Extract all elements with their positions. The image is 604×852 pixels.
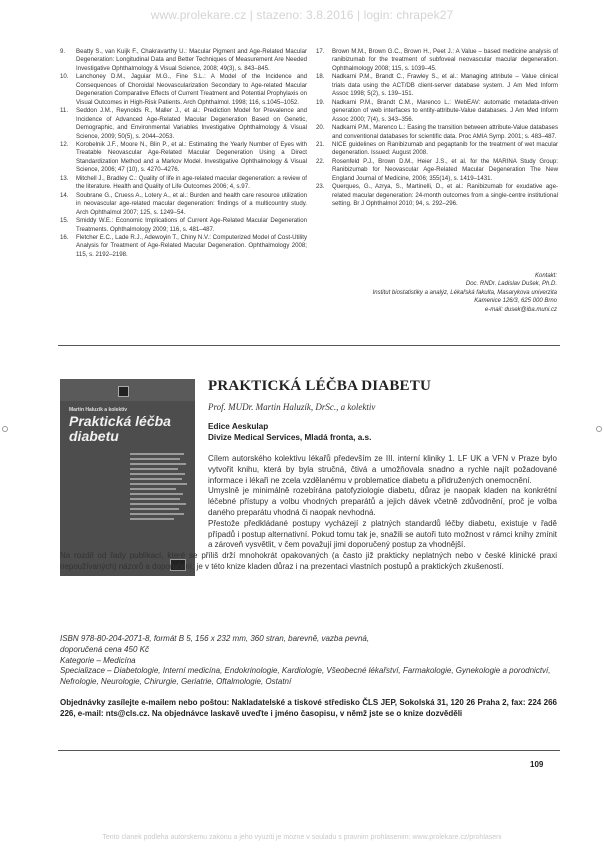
book-series: Edice Aeskulap <box>208 422 269 431</box>
reference-text: Seddon J.M., Reynolds R., Maller J., et al.: Prediction Model for Prevalence and Incidence of Advanced Age-Related Macular Degeneration Based on Genetic, Demographic, and Environmental Variables Investigative Ophthalmology & Visual Science, 2009; 50(5), s. 2044–2053. <box>76 107 307 140</box>
reference-item <box>60 175 307 192</box>
reference-text: Rosenfeld P.J., Brown D.M., Heier J.S., et al. for the MARINA Study Group: Ranibizumab for Neovascular Age-Related Macular Degeneration The New England Journal of Medicine, 2006; 355(14), s. 1419–1431. <box>332 157 558 182</box>
description-paragraph: Umyslně je minimálně rozebírána patofyziologie diabetu, důraz je naopak kladen na konkrétní léčebné přístupy a volbu vhodných preparátů a jejich dávek včetně zdůvodnění, proč je volba daného preparátu vhodná či naopak nevhodná. <box>208 486 557 517</box>
cover-title: Praktická léčba diabetu <box>69 413 171 444</box>
reference-text: Smiddy W.E.: Economic Implications of Current Age-Related Macular Degeneration Treatments. Ophthalmology 2009; 116, s. 481–487. <box>76 217 307 233</box>
reference-number: 22. <box>316 157 325 165</box>
contact-heading: Kontakt: <box>534 273 557 279</box>
reference-text: Nadkarni P.M., Brandt C.M., Marenco L.: WebEAV: automatic metadata-driven generation of web interfaces to entity-attribute-Value databases. J Am Med Inform Assoc 2000; 7(4), s. 343–356. <box>332 98 558 123</box>
reference-number: 11. <box>60 107 69 115</box>
section-divider-bottom <box>58 750 560 751</box>
reference-item <box>316 158 558 183</box>
page-number: 109 <box>530 760 544 769</box>
reference-item <box>316 124 558 141</box>
reference-number: 12. <box>60 140 69 148</box>
watermark-bottom: Tento clanek podleha autorskemu zakonu a jeho vyuziti je mozne v souladu s pravnim prohlasenim: www.prolekare.cz/prohlaseni <box>102 834 502 841</box>
registration-mark-right <box>596 426 602 432</box>
reference-item <box>60 141 307 175</box>
book-price: doporučená cena 450 Kč <box>60 644 149 654</box>
reference-item <box>60 217 307 234</box>
reference-number: 10. <box>60 73 69 81</box>
reference-number: 20. <box>316 124 325 132</box>
reference-number: 17. <box>316 48 325 55</box>
cover-author: Martin Haluzík a kolektiv <box>69 407 128 413</box>
reference-item <box>316 183 558 208</box>
reference-item <box>60 107 307 141</box>
reference-text: Nadkarni P.M., Brandt C., Frawley S., et al.: Managing attribute – Value clinical trials data using the ACT/DB client-server database system. J Am Med Inform Assoc 1998; 5(2), s. 139–151. <box>332 73 558 98</box>
contact-address: Kamenice 126/3, 625 000 Brno <box>474 298 557 305</box>
reference-text: Korobelnik J.F., Moore N., Blin P., et al.: Estimating the Yearly Number of Eyes with Treatable Neovascular Age-Related Macular Degeneration Using a Direct Standardization Method and a Markov Model. Investigative Ophthalmology & Visual Science, 2006; 47 (10), s. 4270–4276. <box>76 140 307 174</box>
reference-number: 21. <box>316 140 325 148</box>
reference-text: Nadkarni P.M., Marenco L.: Easing the transition between attribute-Value databases and conventional databases for scientific data. Proc AMIA Symp. 2001; s. 483–487. <box>332 124 558 140</box>
references-left-column <box>60 48 307 259</box>
references-right-column <box>316 48 558 209</box>
reference-number: 13. <box>60 174 69 182</box>
book-series-block <box>208 421 371 443</box>
book-metadata <box>60 634 557 688</box>
description-paragraph: Na rozdíl od řady publikací, které se příliš drží mnohokrát opakovaných (a často již prakticky neplatných nebo v české klinické praxi nepoužívaných) názorů a doporučení, je v této knize kladen důraz i na prezentaci vlastních postupů a praktických zkušeností. <box>60 551 557 571</box>
contact-institute: Institut biostatistiky a analýz, Lékařská fakulta, Masarykova univerzita <box>372 289 557 296</box>
reference-number: 18. <box>316 73 325 81</box>
reference-number: 14. <box>60 191 69 199</box>
reference-text: Soubrane G., Cruess A., Lotery A., et al.: Burden and health care resource utilization in neovascular age-related macular degeneration: findings of a multicountry study. Arch Ophthalmol 2007; 125, s. 1249–54. <box>76 191 307 216</box>
book-isbn-format: ISBN 978-80-204-2071-8, formát B 5, 156 x 232 mm, 360 stran, barevně, vazba pevná, <box>60 634 370 643</box>
reference-text: Mitchell J., Bradley C.: Quality of life in age-related macular degeneration: a review of the literature. Health and Quality of Life Outcomes 2006; 4, s.97. <box>76 174 307 191</box>
book-title: PRAKTICKÁ LÉČBA DIABETU <box>208 378 431 394</box>
reference-text: Fletcher E.C., Lade R.J., Adewoyin T., Chiny N.V.: Computerized Model of Cost-Utility Analysis for Treatment of Age-Related Macular Degeneration. Ophthalmology 2008; 115, s. 2192–2198. <box>76 233 307 258</box>
reference-item <box>316 73 558 98</box>
reference-number: 23. <box>316 183 325 191</box>
series-logo-icon <box>118 386 129 397</box>
contact-block <box>300 272 557 314</box>
reference-text: Lanchoney D.M., Jaguiar M.G., Fine S.L.: A Model of the Incidence and Consequences of Choroidal Neovascularization Secondary to Age-related Macular Degeneration Comparative Effects of Current Treatment and Potential Prophylaxis on Visual Outcomes in High-Risk Patients. Arch Ophthalmol. 1998; 116, s.1045–1052. <box>76 73 307 106</box>
registration-mark-left <box>2 426 8 432</box>
reference-text: Brown M.M., Brown G.C., Brown H., Peet J.: A Value – based medicine analysis of ranibizumab for the treatment of subfoveal neovascular macular degeneration. Ophthalmology 2008; 115, s. 1039–45. <box>332 48 558 72</box>
book-publisher: Divize Medical Services, Mladá fronta, a.s. <box>208 433 372 442</box>
book-category: Kategorie – Medicína <box>60 655 136 665</box>
description-paragraph: Přestože předkládané postupy vycházejí z platných standardů léčby diabetu, existuje v řadě případů i postup alternativní. Pokud tomu tak je, snažili se autoři tuto možnost v rámci knihy zmínit a zároveň vysvětlit, v čem považují jimi doporučený postup za vhodnější. <box>208 518 557 550</box>
description-paragraph: Cílem autorského kolektivu lékařů především ze III. interní kliniky 1. LF UK a VFN v Praze bylo vytvořit knihu, která by byla stručná, čtivá a umožňovala snadno a rychle najít požadované informace i lékaři ne zcela vzdělanému v problematice diabetu a přidružených onemocnění. <box>208 454 557 485</box>
reference-item <box>60 192 307 217</box>
contact-name: Doc. RNDr. Ladislav Dušek, Ph.D. <box>465 281 557 288</box>
reference-number: 16. <box>60 233 69 241</box>
reference-number: 9. <box>60 48 66 55</box>
contact-email: e-mail: dusek@iba.muni.cz <box>484 306 557 313</box>
book-description <box>60 454 557 573</box>
book-authors: Prof. MUDr. Martin Haluzík, DrSc., a kolektiv <box>208 402 376 412</box>
reference-number: 19. <box>316 98 325 106</box>
reference-item <box>316 99 558 124</box>
reference-item <box>60 48 307 73</box>
section-divider-top <box>58 345 560 346</box>
reference-text: Querques, G., Azrya, S., Martinelli, D., et al.: Ranibizumab for exudative age-related macular degeneration: 24-month outcomes from a single-centre institutional setting. Br J Ophthalmol 2010; 94, s. 292–296. <box>332 183 558 208</box>
order-instructions: Objednávky zasílejte e-mailem nebo poštou: Nakladatelské a tiskové středisko ČLS JEP, Sokolská 31, 120 26 Praha 2, fax: 224 266 226, e-mail: nts@cls.cz. Na objednávce laskavě uveďte i jméno časopisu, v němž jste se o knize dozvěděli <box>60 698 557 718</box>
reference-text: NICE guidelines on Ranibizumab and pegaptanib for the treatment of wet macular degeneration. Issued: August 2008. <box>332 140 558 157</box>
book-specialization: Specializace – Diabetologie, Interní medicína, Endokrinologie, Kardiologie, Všeobecné lékařství, Farmakologie, Gynekologie a porodnictví, Nefrologie, Neurologie, Chirurgie, Geriatrie, Oftalmologie, Ostatní <box>60 666 551 687</box>
reference-item <box>60 234 307 259</box>
reference-item <box>316 48 558 73</box>
reference-item <box>60 73 307 107</box>
watermark-top: www.prolekare.cz | stazeno: 3.8.2016 | login: chrapek27 <box>150 8 454 22</box>
reference-text: Beatty S., van Kuijk F., Chakravarthy U.: Macular Pigment and Age-Related Macular Degeneration: Longitudinal Data and Better Techniques of Measurement Are Needed Investigative Ophthalmology & Visual Science, 2008; 49(3), s. 843–845. <box>76 48 307 72</box>
reference-item <box>316 141 558 158</box>
reference-number: 15. <box>60 217 69 225</box>
